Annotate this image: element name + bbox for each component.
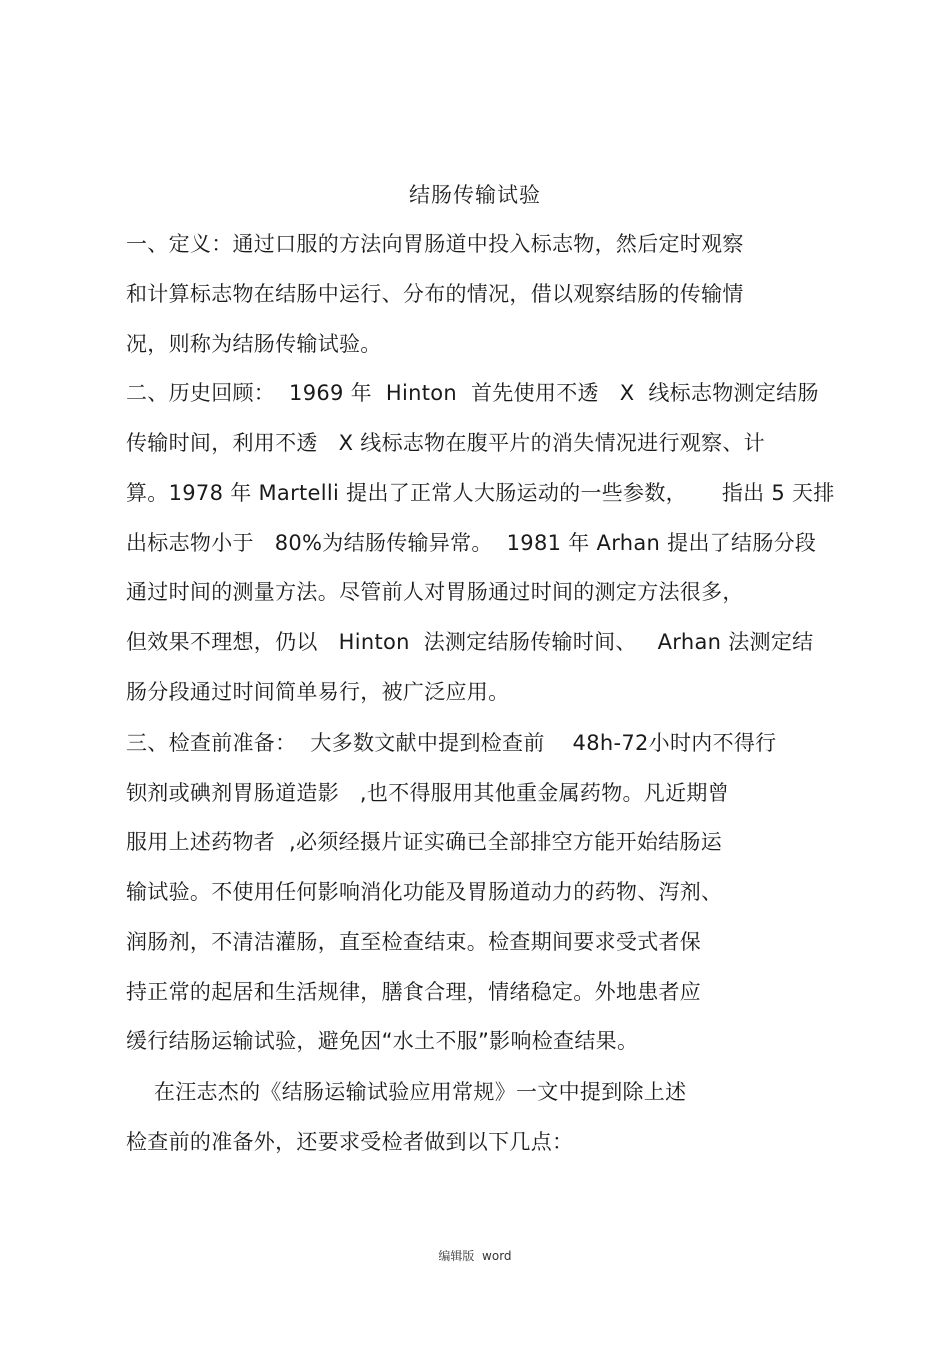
body-line: 缓行结肠运输试验，避免因“水土不服”影响检查结果。 [126,1029,639,1053]
body-line: 持正常的起居和生活规律，膳食合理，情绪稳定。外地患者应 [126,980,702,1004]
document-title: 结肠传输试验 [409,183,541,207]
body-line: 况，则称为结肠传输试验。 [126,332,382,356]
body-line: 在汪志杰的《结肠运输试验应用常规》一文中提到除上述 [126,1080,687,1104]
body-line: 输试验。不使用任何影响消化功能及胃肠道动力的药物、泻剂、 [126,880,723,904]
body-line: 算。1978 年 Martelli 提出了正常人大肠运动的一些参数， 指出 5 天排 [126,481,835,505]
body-line: 通过时间的测量方法。尽管前人对胃肠通过时间的测定方法很多， [126,580,744,604]
body-line: 润肠剂，不清洁灌肠，直至检查结束。检查期间要求受式者保 [126,930,702,954]
body-line: 肠分段通过时间简单易行，被广泛应用。 [126,680,510,704]
body-line: 但效果不理想，仍以 Hinton 法测定结肠传输时间、 Arhan 法测定结 [126,630,814,654]
body-line: 钡剂或碘剂胃肠道造影 ,也不得服用其他重金属药物。凡近期曾 [126,781,729,805]
body-line: 一、定义：通过口服的方法向胃肠道中投入标志物，然后定时观察 [126,232,744,256]
body-line: 出标志物小于 80%为结肠传输异常。 1981 年 Arhan 提出了结肠分段 [126,531,817,555]
body-line: 传输时间，利用不透 X 线标志物在腹平片的消失情况进行观察、计 [126,431,765,455]
body-line: 二、历史回顾： 1969 年 Hinton 首先使用不透 X 线标志物测定结肠 [126,381,819,405]
body-line: 和计算标志物在结肠中运行、分布的情况，借以观察结肠的传输情 [126,282,744,306]
page-footer: 编辑版 word [438,1249,512,1263]
body-line: 服用上述药物者 ,必须经摄片证实确已全部排空方能开始结肠运 [126,830,723,854]
body-line: 检查前的准备外，还要求受检者做到以下几点： [126,1130,574,1154]
body-line: 三、检查前准备： 大多数文献中提到检查前 48h-72小时内不得行 [126,731,777,755]
